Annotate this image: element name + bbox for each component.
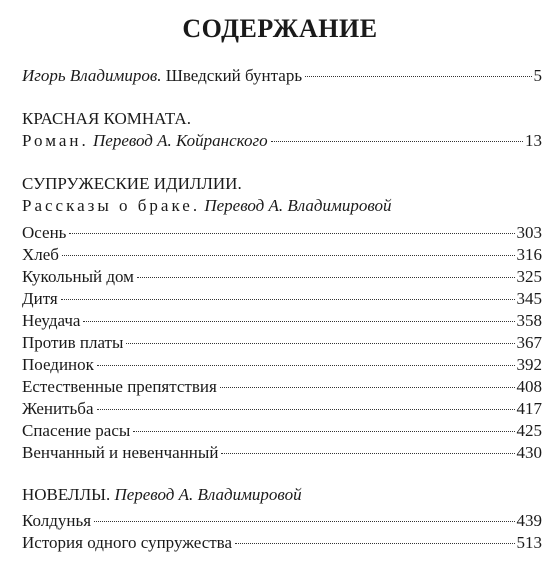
toc-entry[interactable] — [22, 266, 542, 288]
dot-leader — [235, 543, 514, 544]
toc-entry-intro[interactable] — [22, 65, 542, 87]
entry-page: 408 — [516, 377, 542, 396]
entry-page: 425 — [516, 421, 542, 440]
entry-page: 325 — [516, 267, 542, 286]
entry-title: Естественные препятствия — [22, 377, 217, 396]
toc-entry[interactable] — [22, 532, 542, 554]
entry-page: 358 — [516, 311, 542, 330]
toc-entry[interactable] — [22, 420, 542, 442]
toc-entry[interactable] — [22, 288, 542, 310]
entry-page: 345 — [516, 289, 542, 308]
section-heading-red-room: КРАСНАЯ КОМНАТА. — [22, 109, 191, 128]
novellas-heading: НОВЕЛЛЫ. — [22, 485, 111, 504]
intro-author: Игорь Владимиров. — [22, 66, 162, 85]
entry-title: Против платы — [22, 333, 124, 352]
entry-title: Кукольный дом — [22, 267, 134, 286]
toc-entry[interactable] — [22, 398, 542, 420]
entry-page: 392 — [516, 355, 542, 374]
red-room-sub-label: Роман. — [22, 131, 89, 150]
intro-page: 5 — [533, 66, 542, 85]
page-title: СОДЕРЖАНИЕ — [182, 14, 378, 43]
toc-entry[interactable] — [22, 222, 542, 244]
dot-leader — [220, 387, 515, 388]
toc-entry-red-room[interactable] — [22, 130, 542, 152]
intro-title: Шведский бунтарь — [165, 66, 303, 85]
entry-title: Венчанный и невенчанный — [22, 443, 219, 462]
dot-leader — [133, 431, 514, 432]
entry-page: 513 — [516, 533, 542, 552]
entry-title: Спасение расы — [22, 421, 131, 440]
red-room-translator: Перевод А. Койранского — [93, 131, 268, 150]
dot-leader — [61, 299, 515, 300]
section-heading-novellas — [22, 484, 302, 506]
dot-leader — [94, 521, 514, 522]
section-heading-idylls: СУПРУЖЕСКИЕ ИДИЛЛИИ. — [22, 174, 242, 193]
entry-title: Колдунья — [22, 511, 92, 530]
idylls-translator: Перевод А. Владимировой — [204, 196, 392, 215]
entry-title: Хлеб — [22, 245, 59, 264]
dot-leader — [271, 141, 523, 142]
dot-leader — [137, 277, 515, 278]
toc-entry[interactable] — [22, 510, 542, 532]
dot-leader — [305, 76, 531, 77]
entry-title: Осень — [22, 223, 67, 242]
toc-entry[interactable] — [22, 310, 542, 332]
entry-title: Поединок — [22, 355, 94, 374]
dot-leader — [221, 453, 514, 454]
toc-entry[interactable] — [22, 442, 542, 464]
entry-title: Дитя — [22, 289, 58, 308]
entry-title: История одного супружества — [22, 533, 233, 552]
entry-page: 316 — [516, 245, 542, 264]
toc-entry[interactable] — [22, 332, 542, 354]
red-room-page: 13 — [525, 131, 542, 150]
toc-entry[interactable] — [22, 354, 542, 376]
entry-page: 439 — [516, 511, 542, 530]
entry-page: 417 — [516, 399, 542, 418]
entry-page: 367 — [516, 333, 542, 352]
dot-leader — [83, 321, 514, 322]
idylls-subtitle — [22, 195, 392, 217]
dot-leader — [62, 255, 515, 256]
entry-page: 303 — [516, 223, 542, 242]
idylls-sub-label: Рассказы о браке. — [22, 196, 201, 215]
novellas-translator: Перевод А. Владимировой — [114, 485, 302, 504]
dot-leader — [126, 343, 514, 344]
toc-entry[interactable] — [22, 376, 542, 398]
toc-entry[interactable] — [22, 244, 542, 266]
entry-title: Неудача — [22, 311, 81, 330]
entry-title: Женитьба — [22, 399, 94, 418]
dot-leader — [97, 365, 515, 366]
dot-leader — [69, 233, 514, 234]
entry-page: 430 — [516, 443, 542, 462]
dot-leader — [97, 409, 515, 410]
